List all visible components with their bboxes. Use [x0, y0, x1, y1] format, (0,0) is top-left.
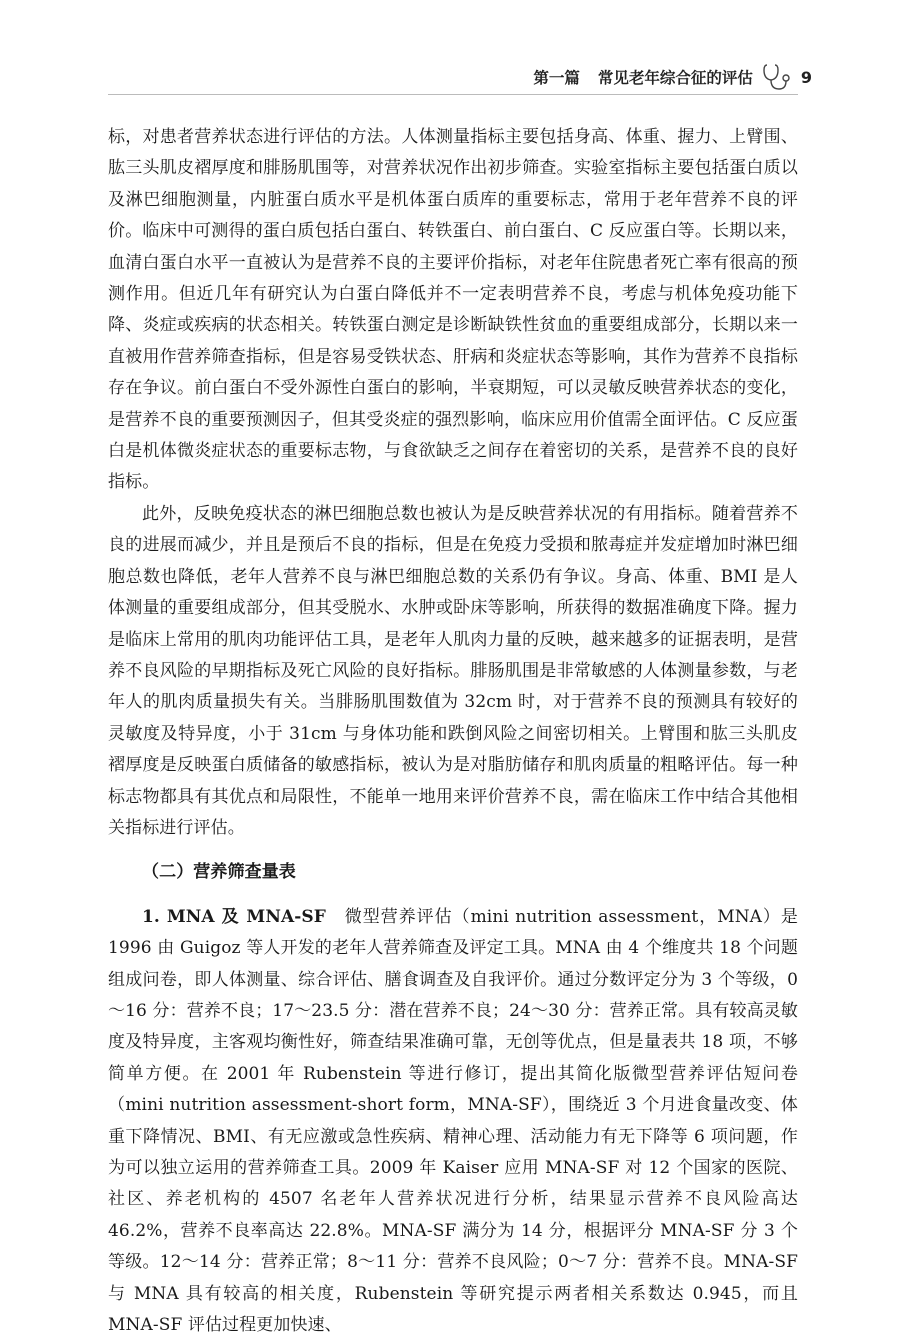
- paragraph-3: [108, 902, 798, 1341]
- running-header: [533, 62, 812, 92]
- chapter-title: 常见老年综合征的评估: [597, 69, 753, 87]
- section-heading: （二）营养筛查量表: [142, 862, 296, 883]
- paragraph-2: 此外，反映免疫状态的淋巴细胞总数也被认为是反映营养状况的有用指标。随着营养不良的进展而减少，并且是预后不良的指标，但是在免疫力受损和脓毒症并发症增加时淋巴细胞总数也降低，老年人营养不良与淋巴细胞总数的关系仍有争议。身高、体重、BMI 是人体测量的重要组成部分，但其受脱水、水肿或卧床等影响，所获得的数据准确度下降。握力是临床上常用的肌肉功能评估工具，是老年人肌肉力量的反映，越来越多的证据表明，是营养不良风险的早期指标及死亡风险的良好指标。腓肠肌围是非常敏感的人体测量参数，与老年人的肌肉质量损失有关。当腓肠肌围数值为 32cm 时，对于营养不良的预测具有较好的灵敏度及特异度，小于 31cm 与身体功能和跌倒风险之间密切相关。上臂围和肱三头肌皮褶厚度是反映蛋白质储备的敏感指标，被认为是对脂肪储存和肌肉质量的粗略评估。每一种标志物都具有其优点和局限性，不能单一地用来评价营养不良，需在临床工作中结合其他相关指标进行评估。: [108, 503, 798, 838]
- stethoscope-icon: [761, 62, 791, 92]
- paragraph-3-lead: 1. MNA 及 MNA-SF: [142, 906, 326, 927]
- page-number: 9: [800, 67, 812, 87]
- body-text: [108, 122, 798, 1341]
- paragraph-3-body: 微型营养评估（mini nutrition assessment，MNA）是 1996 由 Guigoz 等人开发的老年人营养筛查及评定工具。MNA 由 4 个维度共 18 个问题组成问卷，即人体测量、综合评估、膳食调查及自我评价。通过分数评定分为 3 个等级，0～16 分：营养不良；17～23.5 分：潜在营养不良；24～30 分：营养正常。具有较高灵敏度及特异度，主客观均衡性好，筛查结果准确可靠，无创等优点，但是量表共 18 项，不够简单方便。在 2001 年 Rubenstein 等进行修订，提出其简化版微型营养评估短问卷（mini nutrition assessment-short form，MNA-SF），围绕近 3 个月进食量改变、体重下降情况、BMI、有无应激或急性疾病、精神心理、活动能力有无下降等 6 项问题，作为可以独立运用的营养筛查工具。2009 年 Kaiser 应用 MNA-SF 对 12 个国家的医院、社区、养老机构的 4507 名老年人营养状况进行分析，结果显示营养不良风险高达 46.2%，营养不良率高达 22.8%。MNA-SF 满分为 14 分，根据评分 MNA-SF 分 3 个等级。12～14 分：营养正常；8～11 分：营养不良风险；0～7 分：营养不良。MNA-SF 与 MNA 具有较高的相关度，Rubenstein 等研究提示两者相关系数达 0.945，而且 MNA-SF 评估过程更加快速、: [108, 906, 798, 1336]
- paragraph-1: 标，对患者营养状态进行评估的方法。人体测量指标主要包括身高、体重、握力、上臂围、肱三头肌皮褶厚度和腓肠肌围等，对营养状况作出初步筛查。实验室指标主要包括蛋白质以及淋巴细胞测量，内脏蛋白质水平是机体蛋白质库的重要标志，常用于老年营养不良的评价。临床中可测得的蛋白质包括白蛋白、转铁蛋白、前白蛋白、C 反应蛋白等。长期以来，血清白蛋白水平一直被认为是营养不良的主要评价指标，对老年住院患者死亡率有很高的预测作用。但近几年有研究认为白蛋白降低并不一定表明营养不良，考虑与机体免疫功能下降、炎症或疾病的状态相关。转铁蛋白测定是诊断缺铁性贫血的重要组成部分，长期以来一直被用作营养筛查指标，但是容易受铁状态、肝病和炎症状态等影响，其作为营养不良指标存在争议。前白蛋白不受外源性白蛋白的影响，半衰期短，可以灵敏反映营养状态的变化，是营养不良的重要预测因子，但其受炎症的强烈影响，临床应用价值需全面评估。C 反应蛋白是机体微炎症状态的重要标志物，与食欲缺乏之间存在着密切的关系，是营养不良的良好指标。: [108, 127, 798, 493]
- chapter-label: 第一篇: [533, 69, 580, 87]
- header-divider: [108, 94, 798, 95]
